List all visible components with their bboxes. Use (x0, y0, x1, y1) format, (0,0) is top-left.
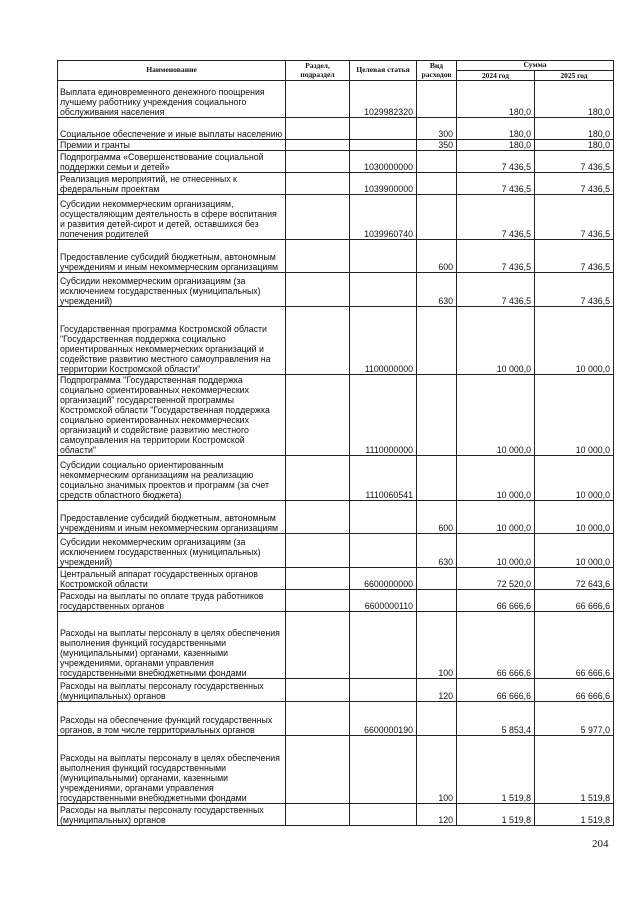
cell-section (286, 273, 350, 307)
header-article: Целевая статья (350, 61, 417, 81)
cell-2024: 5 853,4 (457, 702, 535, 736)
cell-section (286, 173, 350, 195)
cell-name: Выплата единовременного денежного поощрения лучшему работнику учреждения социального обслуживания населения (58, 81, 286, 118)
cell-2025: 7 436,5 (535, 240, 614, 273)
cell-kind: 630 (417, 273, 457, 307)
cell-2024: 7 436,5 (457, 240, 535, 273)
cell-section (286, 702, 350, 736)
cell-article: 1039900000 (350, 173, 417, 195)
cell-section (286, 534, 350, 568)
cell-section (286, 140, 350, 151)
cell-2024: 7 436,5 (457, 195, 535, 240)
table-row (58, 81, 614, 118)
cell-2025: 7 436,5 (535, 195, 614, 240)
table-row (58, 501, 614, 534)
cell-kind: 100 (417, 736, 457, 804)
cell-kind: 350 (417, 140, 457, 151)
cell-section (286, 612, 350, 679)
cell-kind (417, 702, 457, 736)
cell-2024: 10 000,0 (457, 375, 535, 456)
table-row (58, 195, 614, 240)
page-number: 204 (592, 838, 609, 850)
cell-article (350, 118, 417, 140)
cell-2024: 180,0 (457, 140, 535, 151)
cell-name: Предоставление субсидий бюджетным, автономным учреждениям и иным некоммерческим организациям (58, 240, 286, 273)
cell-2025: 66 666,6 (535, 590, 614, 612)
cell-section (286, 456, 350, 501)
cell-2024: 1 519,8 (457, 804, 535, 826)
cell-section (286, 736, 350, 804)
cell-kind: 630 (417, 534, 457, 568)
cell-section (286, 118, 350, 140)
cell-2025: 7 436,5 (535, 151, 614, 173)
cell-name: Субсидии некоммерческим организациям (за исключением государственных (муниципальных) учреждений) (58, 273, 286, 307)
cell-article: 6600000110 (350, 590, 417, 612)
cell-article: 1100000000 (350, 307, 417, 375)
cell-2024: 7 436,5 (457, 173, 535, 195)
cell-section (286, 307, 350, 375)
cell-2024: 66 666,6 (457, 679, 535, 702)
cell-name: Подпрограмма «Совершенствование социальной поддержки семьи и детей» (58, 151, 286, 173)
cell-kind (417, 195, 457, 240)
table-row (58, 534, 614, 568)
cell-name: Расходы на выплаты персоналу в целях обеспечения выполнения функций государственными (муниципальными) органами, казенными учреждениями, органами управления государственными внебюджетными фондами (58, 736, 286, 804)
cell-kind: 100 (417, 612, 457, 679)
table-row (58, 456, 614, 501)
cell-2024: 7 436,5 (457, 151, 535, 173)
cell-2024: 66 666,6 (457, 612, 535, 679)
cell-name: Субсидии некоммерческим организациям, осуществляющим деятельность в сфере воспитания и развития детей-сирот и детей, оставшихся без попечения родителей (58, 195, 286, 240)
cell-section (286, 195, 350, 240)
header-name: Наименование (58, 61, 286, 81)
cell-2025: 10 000,0 (535, 375, 614, 456)
table-body (58, 81, 614, 826)
budget-table (57, 60, 614, 826)
cell-name: Подпрограмма "Государственная поддержка социально ориентированных некоммерческих организаций" государственной программы Костромской области "Государственная поддержка социально ориентированных некоммерческих организаций и содействие развитию местного самоуправления на территории Костромской области" (58, 375, 286, 456)
cell-kind: 300 (417, 118, 457, 140)
cell-article (350, 534, 417, 568)
cell-kind: 600 (417, 240, 457, 273)
cell-2024: 180,0 (457, 81, 535, 118)
scan-speck: · (40, 258, 42, 264)
header-sum: Сумма (457, 61, 614, 71)
cell-name: Социальное обеспечение и иные выплаты населению (58, 118, 286, 140)
cell-2025: 10 000,0 (535, 501, 614, 534)
cell-kind (417, 375, 457, 456)
table-row (58, 568, 614, 590)
cell-article (350, 612, 417, 679)
scan-speck: · (392, 48, 394, 54)
cell-2024: 10 000,0 (457, 534, 535, 568)
cell-2025: 180,0 (535, 118, 614, 140)
cell-2024: 72 520,0 (457, 568, 535, 590)
cell-section (286, 81, 350, 118)
cell-2025: 5 977,0 (535, 702, 614, 736)
cell-2024: 10 000,0 (457, 307, 535, 375)
cell-2025: 66 666,6 (535, 612, 614, 679)
cell-section (286, 568, 350, 590)
cell-name: Субсидии некоммерческим организациям (за исключением государственных (муниципальных) учреждений) (58, 534, 286, 568)
cell-article: 6600000190 (350, 702, 417, 736)
table-row (58, 590, 614, 612)
cell-name: Субсидии социально ориентированным некоммерческим организациям на реализацию социально значимых проектов и программ (за счет средств областного бюджета) (58, 456, 286, 501)
cell-section (286, 375, 350, 456)
header-section: Раздел, подраздел (286, 61, 350, 81)
cell-kind (417, 173, 457, 195)
cell-article: 1110060541 (350, 456, 417, 501)
cell-name: Расходы на обеспечение функций государственных органов, в том числе территориальных органов (58, 702, 286, 736)
cell-section (286, 151, 350, 173)
table-row (58, 173, 614, 195)
cell-2025: 66 666,6 (535, 679, 614, 702)
cell-2024: 1 519,8 (457, 736, 535, 804)
cell-2025: 7 436,5 (535, 173, 614, 195)
cell-article: 1110000000 (350, 375, 417, 456)
cell-2025: 10 000,0 (535, 534, 614, 568)
table-row (58, 151, 614, 173)
table-row (58, 736, 614, 804)
cell-name: Расходы на выплаты по оплате труда работников государственных органов (58, 590, 286, 612)
table-row (58, 307, 614, 375)
cell-article (350, 140, 417, 151)
cell-2025: 7 436,5 (535, 273, 614, 307)
cell-name: Расходы на выплаты персоналу государственных (муниципальных) органов (58, 679, 286, 702)
table-row (58, 240, 614, 273)
table-row (58, 375, 614, 456)
cell-2024: 10 000,0 (457, 501, 535, 534)
table-row (58, 140, 614, 151)
cell-article: 6600000000 (350, 568, 417, 590)
cell-2024: 180,0 (457, 118, 535, 140)
cell-2024: 10 000,0 (457, 456, 535, 501)
cell-article (350, 679, 417, 702)
cell-article (350, 501, 417, 534)
cell-2025: 10 000,0 (535, 456, 614, 501)
cell-kind (417, 81, 457, 118)
header-year-2024: 2024 год (457, 71, 535, 81)
cell-kind (417, 151, 457, 173)
cell-name: Государственная программа Костромской области "Государственная поддержка социально ориентированных некоммерческих организаций и содействие развитию местного самоуправления на территории Костромской области" (58, 307, 286, 375)
cell-section (286, 240, 350, 273)
table-row (58, 702, 614, 736)
cell-kind (417, 568, 457, 590)
table-row (58, 679, 614, 702)
cell-article: 1039960740 (350, 195, 417, 240)
cell-2025: 180,0 (535, 140, 614, 151)
cell-section (286, 804, 350, 826)
cell-2025: 1 519,8 (535, 736, 614, 804)
cell-article (350, 273, 417, 307)
cell-name: Предоставление субсидий бюджетным, автономным учреждениям и иным некоммерческим организациям (58, 501, 286, 534)
header-year-2025: 2025 год (535, 71, 614, 81)
cell-article (350, 736, 417, 804)
cell-kind: 120 (417, 679, 457, 702)
cell-article (350, 240, 417, 273)
cell-name: Расходы на выплаты персоналу в целях обеспечения выполнения функций государственными (муниципальными) органами, казенными учреждениями, органами управления государственными внебюджетными фондами (58, 612, 286, 679)
cell-kind: 600 (417, 501, 457, 534)
cell-kind (417, 456, 457, 501)
cell-section (286, 679, 350, 702)
table-row (58, 804, 614, 826)
cell-article: 1029982320 (350, 81, 417, 118)
cell-name: Центральный аппарат государственных органов Костромской области (58, 568, 286, 590)
cell-2024: 66 666,6 (457, 590, 535, 612)
cell-section (286, 590, 350, 612)
table-row (58, 273, 614, 307)
cell-kind: 120 (417, 804, 457, 826)
cell-name: Реализация мероприятий, не отнесенных к федеральным проектам (58, 173, 286, 195)
cell-article (350, 804, 417, 826)
header-kind: Вид расходов (417, 61, 457, 81)
cell-article: 1030000000 (350, 151, 417, 173)
table-row (58, 118, 614, 140)
cell-name: Расходы на выплаты персоналу государственных (муниципальных) органов (58, 804, 286, 826)
cell-section (286, 501, 350, 534)
cell-2025: 72 643,6 (535, 568, 614, 590)
cell-2025: 1 519,8 (535, 804, 614, 826)
cell-2025: 180,0 (535, 81, 614, 118)
cell-2024: 7 436,5 (457, 273, 535, 307)
cell-kind (417, 307, 457, 375)
cell-name: Премии и гранты (58, 140, 286, 151)
cell-2025: 10 000,0 (535, 307, 614, 375)
table-row (58, 612, 614, 679)
cell-kind (417, 590, 457, 612)
